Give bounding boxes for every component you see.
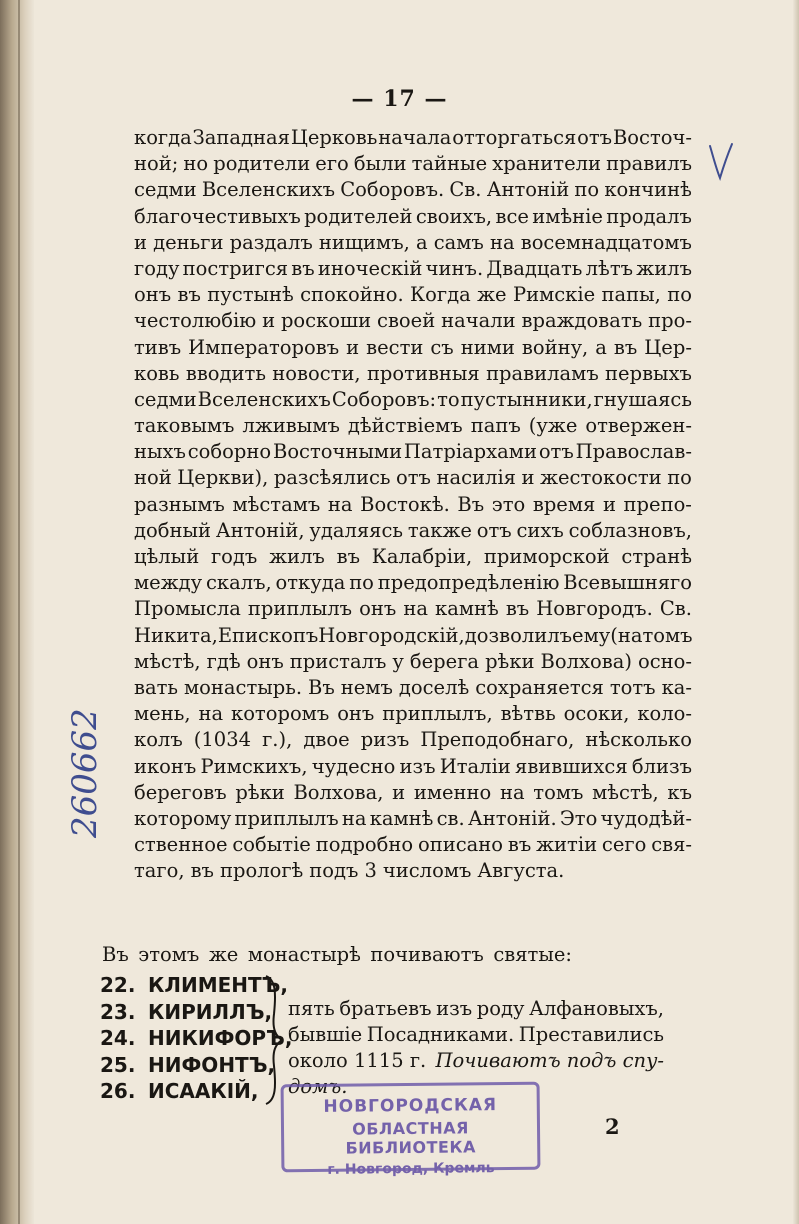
word: къ (667, 780, 692, 804)
word: начала (378, 126, 452, 149)
saint-name: ИСААКIЙ, (148, 1079, 259, 1103)
word: войну, (521, 335, 589, 359)
saint-name: КИРИЛЛЪ, (148, 999, 273, 1024)
word: Церкви), (177, 466, 269, 490)
word: новости, (272, 361, 361, 385)
word: своей (377, 309, 436, 333)
saint-name: КЛИМЕНТЪ, (148, 973, 289, 997)
text-line (134, 177, 692, 203)
note-italic-end: домъ. (288, 1075, 348, 1098)
word: ними (460, 335, 515, 359)
text-line (134, 780, 692, 806)
word: береговъ (134, 780, 227, 804)
word: ему (572, 623, 611, 647)
word: ныхъ (134, 440, 186, 464)
word: гнушаясь (593, 387, 692, 411)
word: по (667, 283, 692, 307)
word: предопредѣленiю (377, 571, 560, 595)
word: Двадцать (486, 256, 583, 280)
saints-list (100, 972, 293, 1105)
text-line (134, 387, 692, 413)
word: Новгородъ. (536, 597, 653, 621)
word: подъ (309, 859, 359, 883)
word: братьевъ (339, 997, 432, 1020)
text-line (134, 361, 692, 387)
word: ной (134, 466, 172, 490)
word: и (346, 335, 360, 359)
word: жилъ (636, 256, 692, 280)
word: сего (601, 833, 647, 857)
word: тайные (411, 152, 488, 176)
word: сихъ (516, 518, 564, 542)
word: лживымъ (242, 414, 340, 438)
word: Въ (102, 943, 129, 966)
word: седми (134, 387, 197, 411)
saint-number: 23. (100, 999, 136, 1024)
text-line (134, 413, 692, 439)
word: Церковь (290, 126, 378, 149)
word: чудесно (311, 754, 396, 778)
word: первыхъ (605, 361, 692, 385)
text-line (134, 570, 692, 596)
saint-entry (100, 999, 280, 1026)
word: Православ- (575, 440, 692, 464)
word: вать (134, 675, 179, 699)
word: приплылъ (247, 597, 353, 621)
word: соборно (187, 440, 272, 464)
word: Вселенскихъ (201, 178, 336, 202)
text-line (134, 492, 692, 518)
word: Св. (449, 178, 482, 202)
word: томъ (642, 623, 693, 647)
word: имѣнiе (532, 204, 603, 228)
word: по (667, 466, 692, 490)
word: чудодѣй- (600, 806, 692, 830)
word: мѣстѣ, (592, 780, 659, 804)
word: Востокѣ. (360, 492, 450, 516)
word: (1034 (193, 728, 252, 752)
word: на (489, 230, 515, 254)
word: изъ (399, 754, 436, 778)
word: и (392, 780, 406, 804)
note-line (288, 1022, 664, 1048)
word: описано (418, 833, 504, 857)
word: Восточными (272, 440, 403, 464)
word: спокойно. (300, 283, 404, 307)
word: лѣтъ (585, 256, 634, 280)
word: Императоровъ (188, 335, 340, 359)
word: сохраняется (475, 675, 604, 699)
word: насилiя (436, 466, 516, 490)
word: тивъ (134, 335, 182, 359)
word: на (198, 702, 224, 726)
note-line (288, 996, 664, 1022)
pencil-check-mark (707, 142, 735, 182)
word: въ (190, 859, 214, 883)
word: Преподобнаго, (420, 728, 575, 752)
word: пустынѣ (207, 283, 294, 307)
word: близъ (631, 754, 692, 778)
word: присталъ (289, 649, 387, 673)
word: Восточ- (612, 126, 692, 149)
word: иконъ (134, 754, 197, 778)
word: Римскiе (512, 283, 596, 307)
word: Алфановыхъ, (529, 997, 664, 1020)
word: приплылъ (234, 806, 339, 830)
saint-name: НИФОНТЪ, (148, 1052, 276, 1077)
word: Св. (659, 597, 692, 621)
word: въ (336, 545, 360, 568)
word: рѣки (485, 649, 535, 673)
inventory-number-handwritten (62, 660, 112, 840)
saint-number: 22. (100, 973, 136, 997)
word: Антонiй, (215, 518, 305, 542)
word: самъ (433, 230, 484, 254)
word: камнѣ (369, 806, 434, 830)
word: году (134, 256, 180, 280)
word: отвержен- (585, 414, 692, 438)
word: ственное (134, 833, 228, 857)
word: отъ (538, 440, 574, 464)
word: онъ (246, 649, 284, 673)
word: Преставились (518, 1023, 664, 1046)
text-line (134, 308, 692, 334)
word: его (315, 152, 349, 176)
word: гдѣ (206, 649, 241, 673)
text-line (134, 335, 692, 361)
word: своихъ, (415, 204, 493, 228)
word: и (134, 230, 147, 254)
word: но (183, 152, 209, 176)
word: числомъ (382, 859, 472, 883)
word: вѣтвь (500, 702, 556, 726)
word: (уже (528, 414, 578, 438)
word: и (602, 492, 616, 516)
word: онъ (134, 283, 172, 307)
word: въ (507, 833, 532, 857)
word: жилъ (269, 545, 325, 568)
word: восемнадцатомъ (520, 230, 692, 254)
word: Соборовъ: (331, 387, 437, 411)
word: иноческiй (317, 256, 423, 280)
word: роду (476, 997, 525, 1020)
word: удаляясь (309, 518, 404, 542)
word: Цер- (644, 335, 692, 359)
text-line (134, 151, 692, 177)
text-line (134, 701, 692, 727)
word: по (349, 571, 374, 595)
word: двое (303, 728, 350, 752)
saint-number: 26. (100, 1079, 136, 1103)
word: родители (213, 152, 311, 176)
word: Западная (192, 126, 290, 149)
word: Италiи (439, 754, 511, 778)
word: это (491, 492, 526, 516)
word: вводить (185, 361, 266, 385)
word: (на (610, 623, 643, 647)
text-line (134, 675, 692, 701)
word: ка- (661, 675, 692, 699)
text-line (134, 623, 692, 649)
word: же (208, 943, 239, 966)
word: г.), (262, 728, 293, 752)
word: ризъ (360, 728, 410, 752)
word: дозволилъ (464, 623, 573, 647)
word: берега (409, 649, 480, 673)
word: осоки, (563, 702, 630, 726)
word: 3 (364, 859, 377, 883)
word: разнымъ (134, 492, 225, 516)
word: все (495, 204, 529, 228)
word: деньги (153, 230, 224, 254)
word: св. (436, 806, 465, 830)
word: онъ (337, 702, 375, 726)
word: седми (134, 178, 197, 202)
word: Волхова, (293, 780, 384, 804)
saint-number: 24. (100, 1026, 136, 1050)
stamp-line-2: ОБЛАСТНАЯ БИБЛИОТЕКА (345, 1118, 476, 1158)
saint-entry (100, 1052, 280, 1079)
word: мѣстамъ (232, 492, 321, 516)
word: камнѣ (435, 597, 499, 621)
word: явившихся (515, 754, 628, 778)
word: постригся (182, 256, 289, 280)
word: Вселенскихъ (197, 387, 331, 411)
word: приплылъ, (382, 702, 493, 726)
word: на (403, 597, 428, 621)
word: скалъ, (205, 571, 272, 595)
word: благочестивыхъ (134, 204, 301, 228)
saints-intro (102, 942, 572, 968)
word: колъ (134, 728, 183, 752)
word: съ (430, 335, 454, 359)
word: въ (177, 283, 201, 307)
word: которому (134, 806, 232, 830)
word: монастырь. (184, 675, 303, 699)
stamp-line-1: НОВГОРОДСКАЯ (323, 1095, 498, 1117)
word: святые: (493, 943, 572, 966)
word: годъ (210, 545, 258, 568)
note-italic-text: Почиваютъ подъ спу- (435, 1049, 664, 1072)
library-stamp (281, 1082, 541, 1178)
word: про- (648, 309, 692, 333)
word: Это (559, 806, 598, 830)
word: папъ (470, 414, 521, 438)
word: враждовать (521, 309, 643, 333)
word: же (477, 283, 507, 307)
saint-entry (100, 1025, 293, 1052)
word: нѣсколько (585, 728, 692, 752)
word: и (262, 309, 276, 333)
word: томъ (533, 780, 584, 804)
word: именно (413, 780, 492, 804)
word: добный (134, 518, 212, 542)
word: жестокости (540, 466, 662, 490)
text-line (134, 230, 692, 256)
word: раздалъ (229, 230, 313, 254)
word: мѣстѣ, (134, 649, 201, 673)
word: на (499, 780, 525, 804)
word: житiи (536, 833, 598, 857)
book-gutter (0, 0, 34, 1224)
word: Епископъ (217, 623, 319, 647)
word: также (407, 518, 472, 542)
word: Новгородскiй, (318, 623, 465, 647)
word: отторгаться (452, 126, 577, 149)
word: событiе (232, 833, 311, 857)
word: нищимъ, (318, 230, 410, 254)
word: осно- (637, 649, 692, 673)
word: время (532, 492, 596, 516)
word: въ (291, 256, 315, 280)
word: отъ (396, 466, 431, 490)
word: разсѣялись (273, 466, 391, 490)
text-line (134, 596, 692, 622)
word: Патрiархами (403, 440, 537, 464)
word: доселѣ (398, 675, 470, 699)
word: Антонiй. (467, 806, 557, 830)
note-line-text: около 1115 г. (288, 1049, 427, 1072)
word: чинъ. (425, 256, 484, 280)
word: ковь (134, 361, 180, 385)
word: Августа. (477, 859, 565, 883)
saint-entry (100, 1078, 280, 1105)
word: въ (505, 597, 530, 621)
text-line (134, 832, 692, 858)
word: бывшiе (288, 1023, 363, 1046)
word: кончинѣ (604, 178, 692, 202)
word: свя- (651, 833, 692, 857)
word: родителей (304, 204, 413, 228)
word: дѣйствiемъ (347, 414, 463, 438)
word: отъ (476, 518, 512, 542)
word: когда (134, 126, 192, 149)
word: рѣки (235, 780, 285, 804)
text-line (134, 806, 692, 832)
word: правиламъ (486, 361, 599, 385)
word: мень, (134, 702, 191, 726)
word: Въ (308, 675, 335, 699)
word: роскоши (280, 309, 372, 333)
saint-number: 25. (100, 1052, 136, 1077)
word: пустынники, (460, 387, 593, 411)
word: Никита, (134, 623, 218, 647)
word: цѣлый (134, 545, 200, 568)
text-line (134, 544, 692, 570)
page-fold (18, 0, 20, 1224)
inventory-number-text: 260662 (65, 708, 105, 838)
note-line (288, 1048, 664, 1074)
word: подробно (315, 833, 414, 857)
word: ной; (134, 152, 179, 176)
text-line (134, 256, 692, 282)
text-line (134, 727, 692, 753)
word: коло- (637, 702, 692, 726)
word: откуда (275, 571, 346, 595)
word: Всевышняго (563, 571, 692, 595)
word: онъ (359, 597, 397, 621)
word: на (341, 806, 367, 830)
word: то (437, 387, 460, 411)
text-line (134, 518, 692, 544)
word: Соборовъ. (340, 178, 445, 202)
word: начали (441, 309, 516, 333)
word: на (327, 492, 353, 516)
word: вести (366, 335, 424, 359)
word: изъ (436, 997, 473, 1020)
text-line (134, 754, 692, 780)
word: Промысла (134, 597, 241, 621)
word: прологѣ (219, 859, 304, 883)
word: Антонiй (486, 178, 570, 202)
word: противныя (366, 361, 480, 385)
word: между (134, 571, 203, 595)
word: у (392, 649, 404, 673)
text-line (134, 465, 692, 491)
saint-entry (100, 972, 289, 999)
word: препо- (623, 492, 692, 516)
word: Когда (410, 283, 471, 307)
word: почиваютъ (370, 943, 484, 966)
word: Посадниками. (366, 1023, 515, 1046)
saint-name: НИКИФОРЪ, (148, 1026, 293, 1050)
text-line (134, 858, 692, 884)
text-line (134, 125, 692, 151)
word: Римскихъ, (200, 754, 308, 778)
word: а (595, 335, 607, 359)
word: таго, (134, 859, 185, 883)
text-line (134, 649, 692, 675)
word: хранители (492, 152, 602, 176)
page-number: — 17 — (351, 86, 448, 112)
word: приморской (483, 545, 610, 568)
text-line (134, 204, 692, 230)
word: Калабрiи, (371, 545, 473, 568)
word: и (521, 466, 535, 490)
word: странѣ (621, 545, 692, 568)
word: Въ (457, 492, 485, 516)
word: честолюбiю (134, 309, 257, 333)
word: Волхова) (540, 649, 632, 673)
word: которомъ (231, 702, 330, 726)
word: пять (288, 997, 335, 1020)
word: а (415, 230, 428, 254)
word: по (574, 178, 600, 202)
word: тотъ (609, 675, 656, 699)
word: отъ (577, 126, 613, 149)
word: монастырѣ (247, 943, 361, 966)
word: въ (613, 335, 638, 359)
word: немъ (340, 675, 393, 699)
stamp-line-3: г. Новгород, Кремль (327, 1160, 495, 1178)
word: соблазновъ, (568, 518, 692, 542)
word: были (353, 152, 407, 176)
main-paragraph (134, 125, 692, 884)
text-line (134, 282, 692, 308)
word: продалъ (606, 204, 692, 228)
word: папы, (601, 283, 661, 307)
word: правилъ (606, 152, 692, 176)
page-edge (793, 0, 799, 1224)
word: таковымъ (134, 414, 235, 438)
text-line (134, 439, 692, 465)
signature-number: 2 (605, 1114, 620, 1139)
word: этомъ (138, 943, 200, 966)
